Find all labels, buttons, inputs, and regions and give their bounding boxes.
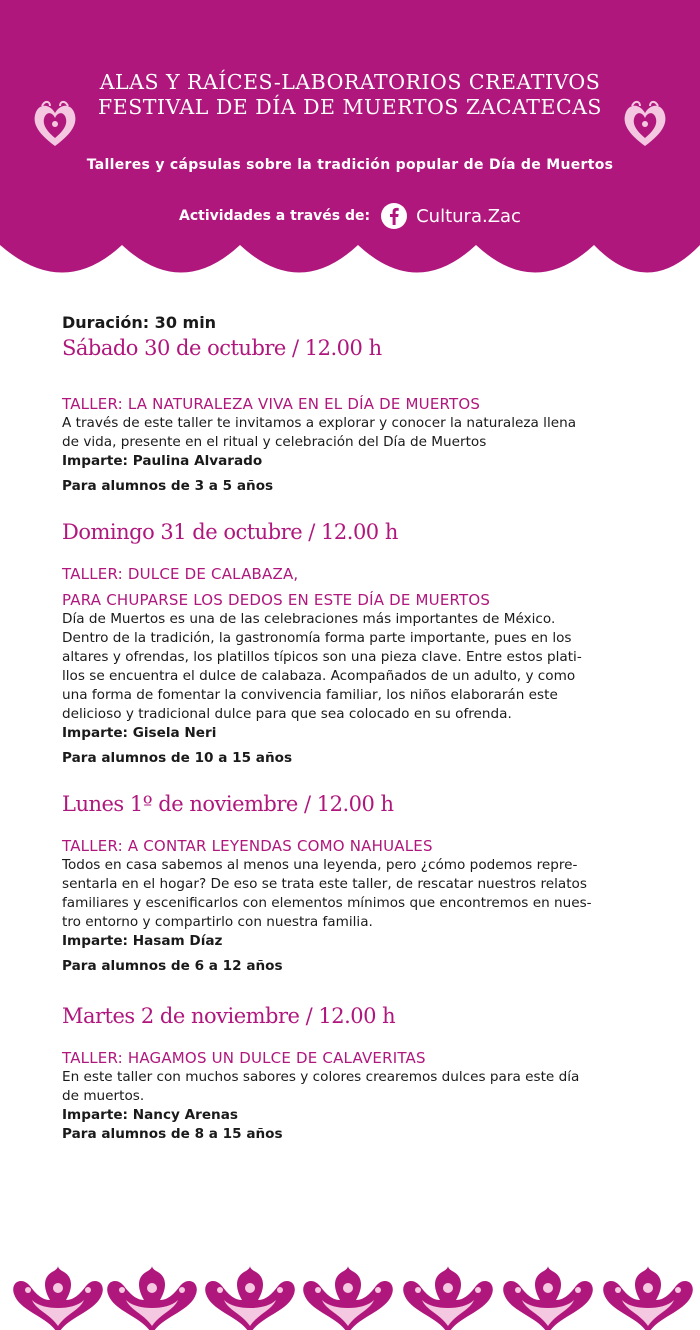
taller-title: TALLER: A CONTAR LEYENDAS COMO NAHUALES xyxy=(62,837,433,855)
event-description-line: Todos en casa sabemos al menos una leyenda, pero ¿cómo podemos repre- xyxy=(62,857,578,873)
header-banner xyxy=(0,0,700,300)
event-description-line: sentarla en el hogar? De eso se trata este taller, de rescatar nuestros relatos xyxy=(62,876,587,892)
heart-ornament-icon xyxy=(620,98,670,150)
event-date: Sábado 30 de octubre / 12.00 h xyxy=(62,336,382,360)
event-description-line: una forma de fomentar la convivencia familiar, los niños elaborarán este xyxy=(62,687,558,703)
event-description-line: llos se encuentra el dulce de calabaza. Acompañados de un adulto, y como xyxy=(62,668,576,684)
age-range-label: Para alumnos de 3 a 5 años xyxy=(62,478,274,494)
schedule-content xyxy=(62,312,662,1144)
facebook-icon[interactable] xyxy=(380,202,408,230)
instructor-label: Imparte: Gisela Neri xyxy=(62,725,217,741)
event-description-line: familiares y escenificarlos con elementos mínimos que encontremos en nues- xyxy=(62,895,592,911)
event-date: Lunes 1º de noviembre / 12.00 h xyxy=(62,792,394,816)
event-description-line: delicioso y tradicional dulce para que sea colocado en su ofrenda. xyxy=(62,706,512,722)
instructor-label: Imparte: Nancy Arenas xyxy=(62,1107,238,1123)
facebook-handle-link[interactable]: Cultura.Zac xyxy=(416,205,521,227)
age-range-label: Para alumnos de 8 a 15 años xyxy=(62,1126,283,1142)
taller-title: TALLER: LA NATURALEZA VIVA EN EL DÍA DE MUERTOS xyxy=(62,395,481,413)
taller-title: TALLER: DULCE DE CALABAZA, xyxy=(62,565,299,583)
scalloped-banner-background xyxy=(0,0,700,300)
event-date: Martes 2 de noviembre / 12.00 h xyxy=(62,1004,396,1028)
age-range-label: Para alumnos de 10 a 15 años xyxy=(62,750,293,766)
age-range-label: Para alumnos de 6 a 12 años xyxy=(62,958,283,974)
activities-label: Actividades a través de: xyxy=(179,208,371,224)
title-line-1: ALAS Y RAÍCES-LABORATORIOS CREATIVOS xyxy=(99,70,601,94)
taller-title-line-2: PARA CHUPARSE LOS DEDOS EN ESTE DÍA DE MUERTOS xyxy=(62,591,491,609)
activities-row xyxy=(0,200,700,232)
event-description-line: de vida, presente en el ritual y celebración del Día de Muertos xyxy=(62,434,487,450)
event-description-line: tro entorno y compartirlo con nuestra familia. xyxy=(62,914,373,930)
event-date: Domingo 31 de octubre / 12.00 h xyxy=(62,520,398,544)
heart-ornament-icon xyxy=(30,98,80,150)
footer-flower-border xyxy=(0,1262,700,1330)
event-description-line: En este taller con muchos sabores y colores crearemos dulces para este día xyxy=(62,1069,580,1085)
taller-title: TALLER: HAGAMOS UN DULCE DE CALAVERITAS xyxy=(62,1049,426,1067)
event-description-line: A través de este taller te invitamos a explorar y conocer la naturaleza llena xyxy=(62,415,577,431)
title-line-2: FESTIVAL DE DÍA DE MUERTOS ZACATECAS xyxy=(98,95,602,119)
duration-label: Duración: 30 min xyxy=(62,313,217,332)
event-description-line: Día de Muertos es una de las celebraciones más importantes de México. xyxy=(62,611,556,627)
subtitle: Talleres y cápsulas sobre la tradición popular de Día de Muertos xyxy=(86,157,614,173)
event-description-line: altares y ofrendas, los platillos típicos son una pieza clave. Entre estos plati- xyxy=(62,649,582,665)
event-description-line: de muertos. xyxy=(62,1088,145,1104)
instructor-label: Imparte: Hasam Díaz xyxy=(62,933,223,949)
event-description-line: Dentro de la tradición, la gastronomía forma parte importante, pues en los xyxy=(62,630,572,646)
instructor-label: Imparte: Paulina Alvarado xyxy=(62,453,263,469)
